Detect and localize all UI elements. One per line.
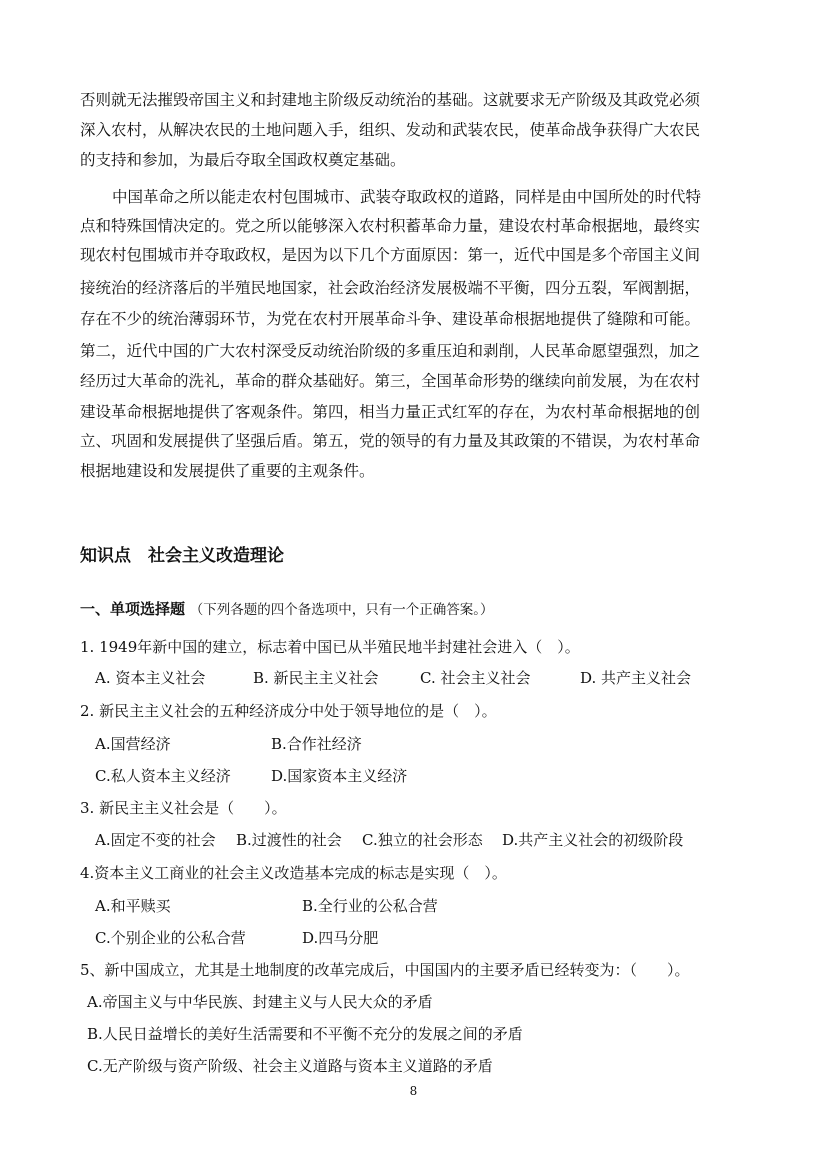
page-number: 8 bbox=[409, 1084, 418, 1098]
paragraph-2-line-9: 立、巩固和发展提供了坚强后盾。第五，党的领导的有力量及其政策的不错误，为农村革命 bbox=[80, 432, 701, 450]
question-2-option-a: A.国营经济 bbox=[95, 735, 171, 753]
question-5-option-c: C.无产阶级与资产阶级、社会主义道路与资本主义道路的矛盾 bbox=[87, 1057, 493, 1075]
question-5-option-b: B.人民日益增长的美好生活需要和不平衡不充分的发展之间的矛盾 bbox=[87, 1025, 523, 1043]
question-instruction: （下列各题的四个备选项中，只有一个正确答案。） bbox=[189, 602, 494, 618]
paragraph-2-line-2: 点和特殊国情决定的。党之所以能够深入农村积蓄革命力量，建设农村革命根据地，最终实 bbox=[80, 217, 701, 235]
paragraph-1-line-1: 否则就无法摧毁帝国主义和封建地主阶级反动统治的基础。这就要求无产阶级及其政党必须 bbox=[80, 91, 701, 109]
paragraph-1-line-2: 深入农村，从解决农民的土地问题入手，组织、发动和武装农民，使革命战争获得广大农民 bbox=[80, 121, 701, 139]
paragraph-1-line-3: 的支持和参加，为最后夺取全国政权奠定基础。 bbox=[80, 151, 406, 169]
question-1-option-a: A. 资本主义社会 bbox=[95, 669, 206, 687]
question-type-label: 一、单项选择题 bbox=[80, 600, 186, 618]
question-5-option-a: A.帝国主义与中华民族、封建主义与人民大众的矛盾 bbox=[87, 993, 433, 1011]
question-2-option-b: B.合作社经济 bbox=[271, 735, 362, 753]
question-3-option-a: A.固定不变的社会 bbox=[95, 831, 216, 849]
paragraph-2-line-7: 经历过大革命的洗礼，革命的群众基础好。第三，全国革命形势的继续向前发展，为在农村 bbox=[80, 372, 701, 390]
question-4-option-c: C.个别企业的公私合营 bbox=[95, 929, 246, 947]
question-4-option-d: D.四马分肥 bbox=[302, 929, 379, 947]
question-2-stem: 2. 新民主主义社会的五种经济成分中处于领导地位的是（ ）。 bbox=[80, 702, 497, 720]
paragraph-2-line-4: 接统治的经济落后的半殖民地国家，社会政治经济发展极端不平衡，四分五裂，军阀割据， bbox=[80, 279, 701, 297]
question-2-option-c: C.私人资本主义经济 bbox=[95, 767, 231, 785]
paragraph-2-line-8: 建设革命根据地提供了客观条件。第四，相当力量正式红军的存在，为农村革命根据地的创 bbox=[80, 403, 701, 421]
question-3-stem: 3. 新民主主义社会是（ ）。 bbox=[80, 799, 287, 817]
question-1-option-c: C. 社会主义社会 bbox=[420, 669, 531, 687]
question-1-option-d: D. 共产主义社会 bbox=[580, 669, 692, 687]
question-4-option-b: B.全行业的公私合营 bbox=[302, 897, 438, 915]
section-title: 知识点 社会主义改造理论 bbox=[80, 546, 284, 566]
question-3-option-c: C.独立的社会形态 bbox=[362, 831, 483, 849]
paragraph-2-line-3: 现农村包围城市并夺取政权，是因为以下几个方面原因：第一，近代中国是多个帝国主义间 bbox=[80, 246, 701, 264]
question-3-option-b: B.过渡性的社会 bbox=[236, 831, 342, 849]
paragraph-2-line-6: 第二，近代中国的广大农村深受反动统治阶级的多重压迫和剥削，人民革命愿望强烈，加之 bbox=[80, 342, 701, 360]
paragraph-2-line-10: 根据地建设和发展提供了重要的主观条件。 bbox=[80, 462, 375, 480]
question-4-stem: 4.资本主义工商业的社会主义改造基本完成的标志是实现（ ）。 bbox=[80, 864, 507, 882]
question-3-option-d: D.共产主义社会的初级阶段 bbox=[502, 831, 684, 849]
paragraph-2-line-1: 中国革命之所以能走农村包围城市、武装夺取政权的道路，同样是由中国所处的时代特 bbox=[112, 188, 702, 206]
question-section-heading bbox=[80, 598, 494, 619]
question-1-option-b: B. 新民主主义社会 bbox=[253, 669, 379, 687]
question-1-stem: 1. 1949年新中国的建立，标志着中国已从半殖民地半封建社会进入（ ）。 bbox=[80, 638, 580, 656]
paragraph-2-line-5: 存在不少的统治薄弱环节，为党在农村开展革命斗争、建设革命根据地提供了缝隙和可能。 bbox=[80, 310, 701, 328]
question-2-option-d: D.国家资本主义经济 bbox=[271, 767, 408, 785]
question-4-option-a: A.和平赎买 bbox=[95, 897, 171, 915]
question-5-stem: 5、新中国成立，尤其是土地制度的改革完成后，中国国内的主要矛盾已经转变为：（ ）。 bbox=[80, 961, 690, 979]
